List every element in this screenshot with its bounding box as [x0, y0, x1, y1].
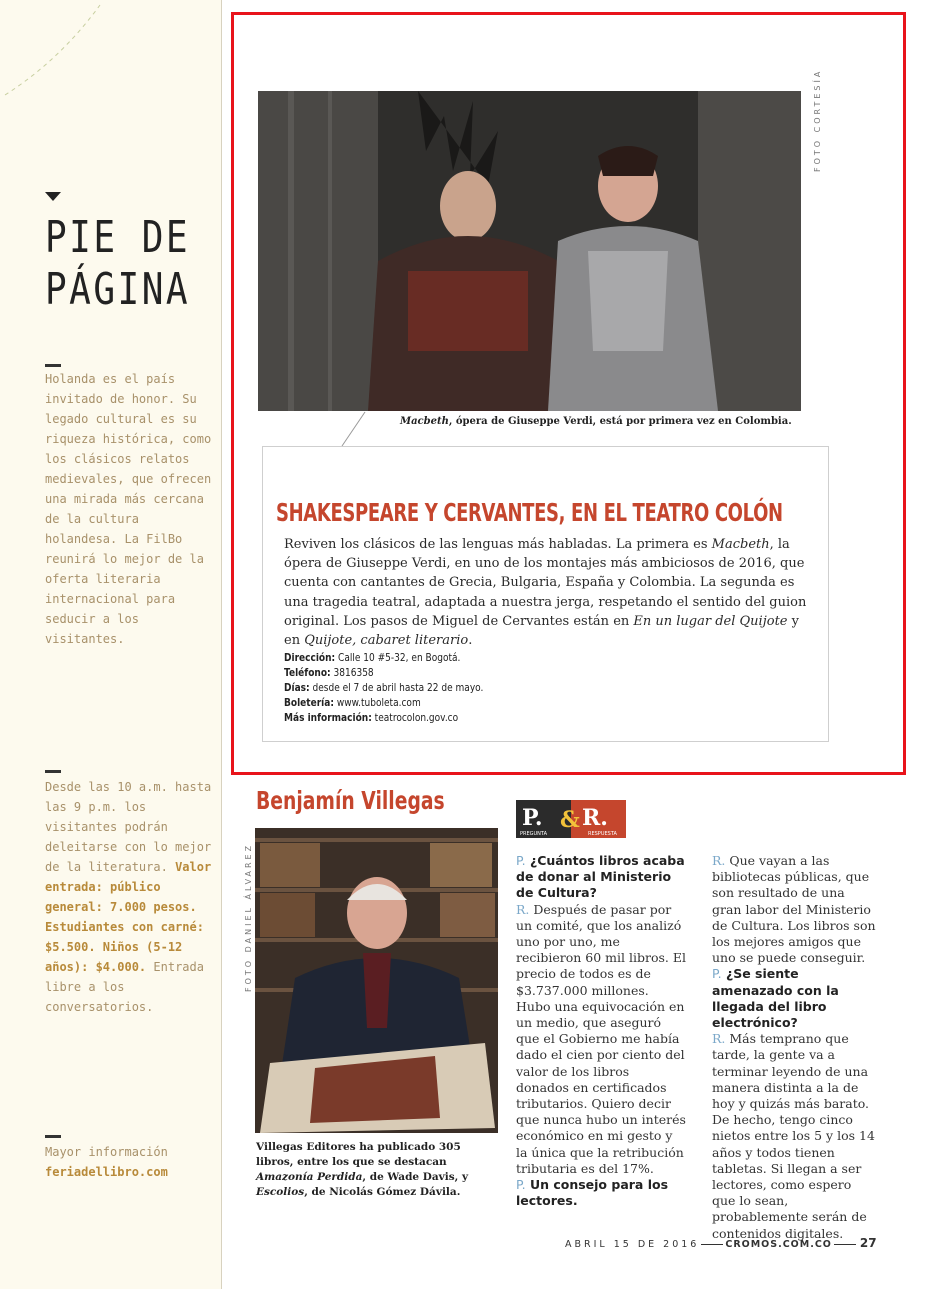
photo-caption: Villegas Editores ha publicado 305 libros, entre los que se destacan Amazonía Perdida, de Wade Davis, y Escolios, de Nicolás Gómez Dávila.: [256, 1141, 469, 1198]
logo-ampersand: &: [560, 807, 580, 833]
sidebar-block-hours: Desde las 10 a.m. hasta las 9 p.m. los visitantes podrán deleitarse con lo mejor de la literatura. Valor entrada: público general: 7.000 pesos. Estudiantes con carné: $5.500. Niños (5-12 años): $4.000. Entrada libre a los conversatorios.: [45, 780, 212, 1014]
question-2: P. Un consejo para los lectores.: [516, 1177, 669, 1209]
question-3: P. ¿Se siente amenazado con la llegada del libro electrónico?: [712, 966, 839, 1031]
interviewee-name: Benjamín Villegas: [256, 786, 445, 815]
page-number: 27: [859, 1236, 877, 1250]
detail-days: Días: desde el 7 de abril hasta 22 de mayo.: [284, 681, 484, 694]
divider-dash: [45, 364, 61, 367]
sidebar-divider: [221, 0, 222, 1289]
article-body: Reviven los clásicos de las lenguas más habladas. La primera es Macbeth, la ópera de Giuseppe Verdi, en uno de los montajes más ambiciosos de 2016, que cuenta con cantantes de Grecia, Bulgaria, España y Colombia. La segunda es una tragedia teatral, adaptada a nuestra jerga, respetando el sentido del guion original. Los pasos de Miguel de Cervantes están en En un lugar del Quijote y en Quijote, cabaret literario.: [284, 537, 807, 649]
question-1: P. ¿Cuántos libros acaba de donar al Ministerio de Cultura?: [516, 853, 685, 901]
detail-address: Dirección: Calle 10 #5-32, en Bogotá.: [284, 651, 461, 664]
answer-1: R. Después de pasar por un comité, que los analizó uno por uno, me recibieron 60 mil libros. El precio de todos es de $3.737.000 millones. Hubo una equivocación en un medio, que aseguró que el Gobierno me había dado el cien por ciento del valor de los libros donados en certificados tributarios. Quiero decir que nunca hubo un interés económico en mi gesto y la única que la retribución tributaria es del 17%.: [516, 901, 686, 1176]
qa-column-1: [516, 853, 686, 1209]
qa-logo: [516, 800, 626, 838]
divider-dash: [45, 1135, 61, 1138]
footer-site: CROMOS.COM.CO: [725, 1239, 832, 1250]
qa-column-2: [712, 853, 877, 1242]
logo-pregunta: PREGUNTA: [520, 831, 548, 837]
caption-pointer-line: [340, 410, 370, 450]
photo-credit: FOTO CORTESÍA: [813, 68, 822, 172]
photo-caption: Macbeth, ópera de Giuseppe Verdi, está por primera vez en Colombia.: [400, 416, 792, 427]
answer-3: R. Más temprano que tarde, la gente va a terminar leyendo de una manera distinta a la de hoy y quizás más barato. De hecho, tengo cinco nietos entre los 5 y los 14 años y todos tienen tabletas. Si llegan a ser lectores, como espero que lo sean, probablemente serán de contenidos digitales.: [712, 1031, 875, 1241]
logo-r: R.: [582, 805, 608, 831]
divider-dash: [45, 770, 61, 773]
logo-p: P.: [522, 805, 543, 831]
decorative-dashed-curve: [0, 0, 120, 110]
detail-more-info: Más información: teatrocolon.gov.co: [284, 711, 459, 724]
macbeth-photo: [258, 91, 801, 411]
logo-respuesta: RESPUESTA: [588, 831, 617, 837]
answer-2: R. Que vayan a las bibliotecas públicas, que son resultado de una gran labor del Ministerio de Cultura. Los libros son los mejores amigos que uno se puede conseguir.: [712, 853, 876, 966]
detail-tickets: Boletería: www.tuboleta.com: [284, 696, 421, 709]
sidebar-block-info: Mayor información feriadellibro.com: [45, 1145, 168, 1179]
sidebar-title: PIE DE PÁGINA: [45, 212, 191, 315]
footer-date: ABRIL 15 DE 2016: [565, 1239, 700, 1250]
article-title: SHAKESPEARE Y CERVANTES, EN EL TEATRO COLÓN: [276, 498, 783, 527]
event-details: [284, 650, 483, 725]
triangle-down-icon: [45, 192, 61, 201]
detail-phone: Teléfono: 3816358: [284, 666, 374, 679]
sidebar-block-country: Holanda es el país invitado de honor. Su legado cultural es su riqueza histórica, como los clásicos relatos medievales, que ofrecen una mirada más cercana de la cultura holandesa. La FilBo reunirá lo mejor de la oferta literaria internacional para seducir a los visitantes.: [45, 372, 212, 646]
page-footer: [565, 1236, 877, 1250]
villegas-photo: [255, 828, 498, 1133]
photo-credit: FOTO DANIEL ÁLVAREZ: [244, 842, 253, 992]
